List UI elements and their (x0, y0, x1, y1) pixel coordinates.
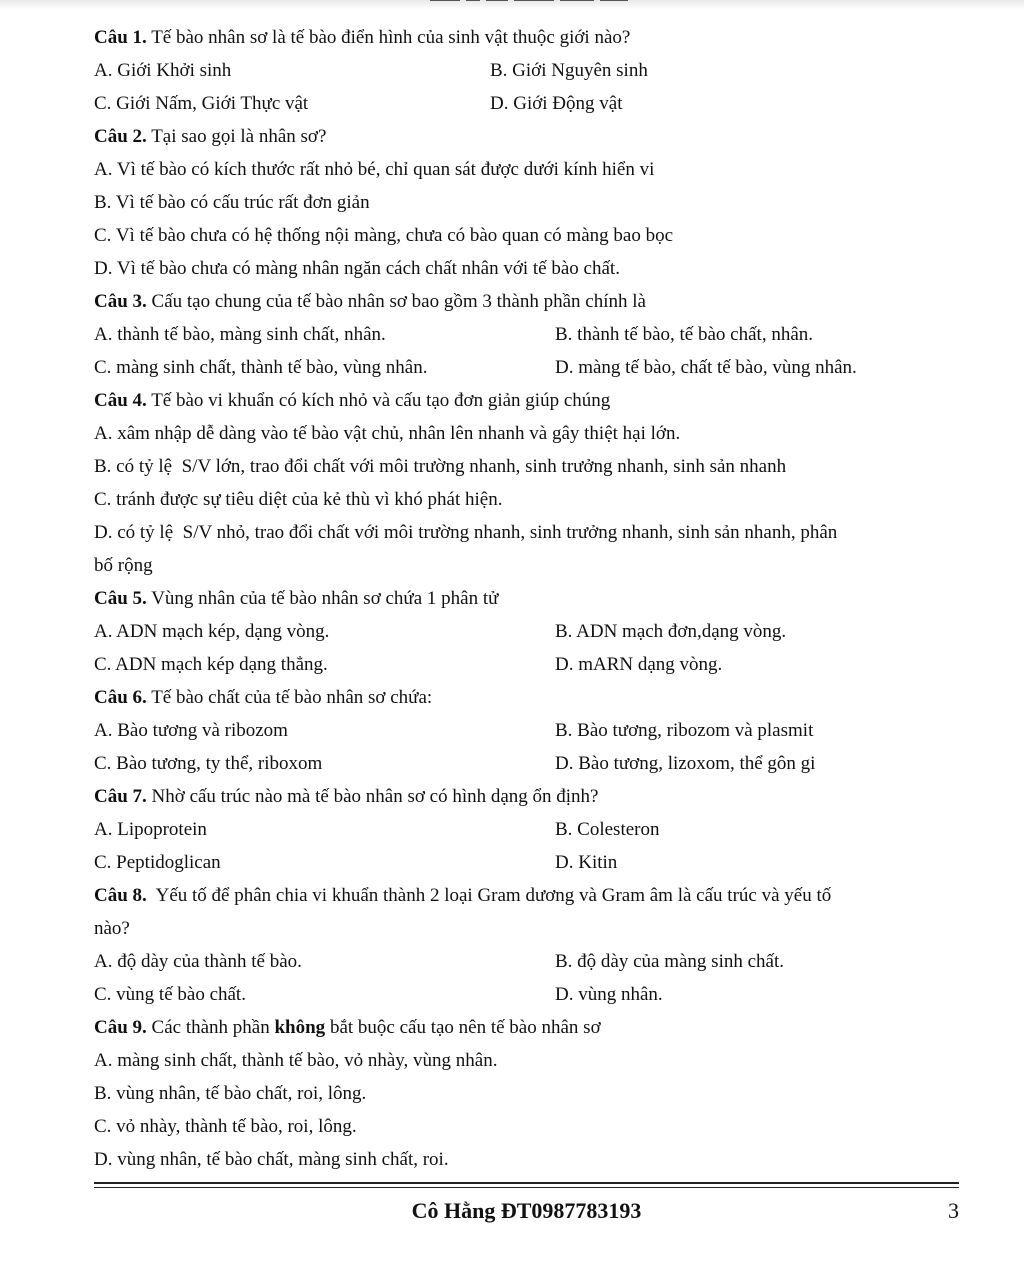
question-number: Câu 7. (94, 786, 147, 807)
question-text: Yếu tố để phân chia vi khuẩn thành 2 loại Gram dương và Gram âm là cấu trúc và yếu tố (146, 885, 832, 906)
previous-page-cut-text (430, 0, 670, 4)
answer-option[interactable]: B. vùng nhân, tế bào chất, roi, lông. (94, 1083, 367, 1104)
question-number: Câu 1. (94, 27, 147, 48)
question-text: Cấu tạo chung của tế bào nhân sơ bao gồm 3 thành phần chính là (146, 291, 646, 312)
option-row (94, 813, 974, 846)
question-number: Câu 5. (94, 588, 147, 609)
answer-option[interactable]: D. Vì tế bào chưa có màng nhân ngăn cách chất nhân với tế bào chất. (94, 258, 620, 279)
option-row (94, 318, 974, 351)
answer-option[interactable]: B. ADN mạch đơn,dạng vòng. (555, 621, 787, 642)
answer-option[interactable]: C. Bào tương, ty thể, riboxom (94, 753, 323, 774)
answer-option[interactable]: C. ADN mạch kép dạng thẳng. (94, 654, 328, 675)
question-emphasis: không (274, 1017, 326, 1038)
option-row (94, 945, 974, 978)
answer-option[interactable]: A. Lipoprotein (94, 819, 207, 840)
question-text-continued: nào? (94, 918, 130, 939)
option-row (94, 351, 974, 384)
answer-option[interactable]: C. vùng tế bào chất. (94, 984, 246, 1005)
question-number: Câu 9. (94, 1017, 147, 1038)
question-3 (94, 285, 974, 384)
answer-option[interactable]: A. Bào tương và ribozom (94, 720, 288, 741)
answer-option[interactable]: A. thành tế bào, màng sinh chất, nhân. (94, 324, 386, 345)
option-row (94, 648, 974, 681)
question-stem (94, 285, 974, 318)
teacher-contact: Cô Hằng ĐT0987783193 (411, 1198, 642, 1223)
question-4 (94, 384, 974, 582)
answer-option[interactable]: D. vùng nhân. (555, 984, 663, 1005)
question-stem (94, 120, 974, 153)
question-2 (94, 120, 974, 285)
footer-rule-thick (94, 1182, 959, 1184)
answer-option[interactable]: B. có tỷ lệ S/V lớn, trao đổi chất với môi trường nhanh, sinh trưởng nhanh, sinh sản nhanh (94, 456, 787, 477)
answer-option[interactable]: A. ADN mạch kép, dạng vòng. (94, 621, 330, 642)
answer-option[interactable]: D. màng tế bào, chất tế bào, vùng nhân. (555, 357, 857, 378)
answer-option[interactable]: C. màng sinh chất, thành tế bào, vùng nhân. (94, 357, 428, 378)
answer-option[interactable]: A. Giới Khởi sinh (94, 60, 232, 81)
answer-option[interactable]: D. có tỷ lệ S/V nhỏ, trao đổi chất với môi trường nhanh, sinh trưởng nhanh, sinh sản nhanh, phân (94, 522, 838, 543)
question-9 (94, 1011, 974, 1176)
answer-option[interactable]: B. độ dày của màng sinh chất. (555, 951, 785, 972)
option-row (94, 54, 974, 87)
answer-option[interactable]: C. vỏ nhày, thành tế bào, roi, lông. (94, 1116, 357, 1137)
question-stem (94, 681, 974, 714)
question-text: Vùng nhân của tế bào nhân sơ chứa 1 phân tử (146, 588, 499, 609)
answer-option[interactable]: C. Vì tế bào chưa có hệ thống nội màng, chưa có bào quan có màng bao bọc (94, 225, 673, 246)
answer-option[interactable]: D. mARN dạng vòng. (555, 654, 723, 675)
worksheet-page (94, 21, 974, 1176)
answer-option[interactable]: bố rộng (94, 555, 153, 576)
option-row (94, 87, 974, 120)
option-row (94, 714, 974, 747)
question-stem (94, 384, 974, 417)
question-1 (94, 21, 974, 120)
question-number: Câu 2. (94, 126, 147, 147)
answer-option[interactable]: D. vùng nhân, tế bào chất, màng sinh chất, roi. (94, 1149, 449, 1170)
question-stem (94, 879, 974, 912)
answer-option[interactable]: B. Colesteron (555, 819, 660, 840)
option-row (94, 846, 974, 879)
page-number: 3 (948, 1198, 959, 1223)
answer-option[interactable]: C. tránh được sự tiêu diệt của kẻ thù vì khó phát hiện. (94, 489, 503, 510)
question-text: Tại sao gọi là nhân sơ? (146, 126, 327, 147)
question-6 (94, 681, 974, 780)
question-text: Tế bào vi khuẩn có kích nhỏ và cấu tạo đơn giản giúp chúng (146, 390, 611, 411)
question-number: Câu 3. (94, 291, 147, 312)
question-5 (94, 582, 974, 681)
question-8 (94, 879, 974, 1011)
question-number: Câu 6. (94, 687, 147, 708)
answer-option[interactable]: D. Kitin (555, 852, 618, 873)
page-footer (94, 1182, 959, 1228)
question-text: Tế bào nhân sơ là tế bào điển hình của sinh vật thuộc giới nào? (146, 27, 631, 48)
answer-option[interactable]: A. Vì tế bào có kích thước rất nhỏ bé, chỉ quan sát được dưới kính hiển vi (94, 159, 655, 180)
option-row (94, 615, 974, 648)
question-7 (94, 780, 974, 879)
answer-option[interactable]: A. độ dày của thành tế bào. (94, 951, 302, 972)
question-number: Câu 8. (94, 885, 147, 906)
answer-option[interactable]: D. Bào tương, lizoxom, thể gôn gi (555, 753, 816, 774)
question-stem (94, 582, 974, 615)
answer-option[interactable]: A. màng sinh chất, thành tế bào, vỏ nhày, vùng nhân. (94, 1050, 498, 1071)
question-stem (94, 1011, 974, 1044)
answer-option[interactable]: A. xâm nhập dễ dàng vào tế bào vật chủ, nhân lên nhanh và gây thiệt hại lớn. (94, 423, 681, 444)
answer-option[interactable]: D. Giới Động vật (490, 93, 623, 114)
question-text: Nhờ cấu trúc nào mà tế bào nhân sơ có hình dạng ổn định? (146, 786, 599, 807)
question-stem (94, 780, 974, 813)
answer-option[interactable]: B. Giới Nguyên sinh (490, 60, 648, 81)
answer-option[interactable]: C. Peptidoglican (94, 852, 221, 873)
answer-option[interactable]: B. thành tế bào, tế bào chất, nhân. (555, 324, 814, 345)
answer-option[interactable]: C. Giới Nấm, Giới Thực vật (94, 93, 309, 114)
answer-option[interactable]: B. Bào tương, ribozom và plasmit (555, 720, 814, 741)
option-row (94, 747, 974, 780)
question-text-after: bắt buộc cấu tạo nên tế bào nhân sơ (325, 1017, 601, 1038)
question-number: Câu 4. (94, 390, 147, 411)
question-stem (94, 21, 974, 54)
answer-option[interactable]: B. Vì tế bào có cấu trúc rất đơn giản (94, 192, 370, 213)
question-text: Các thành phần (146, 1017, 275, 1038)
question-text: Tế bào chất của tế bào nhân sơ chứa: (146, 687, 433, 708)
option-row (94, 978, 974, 1011)
